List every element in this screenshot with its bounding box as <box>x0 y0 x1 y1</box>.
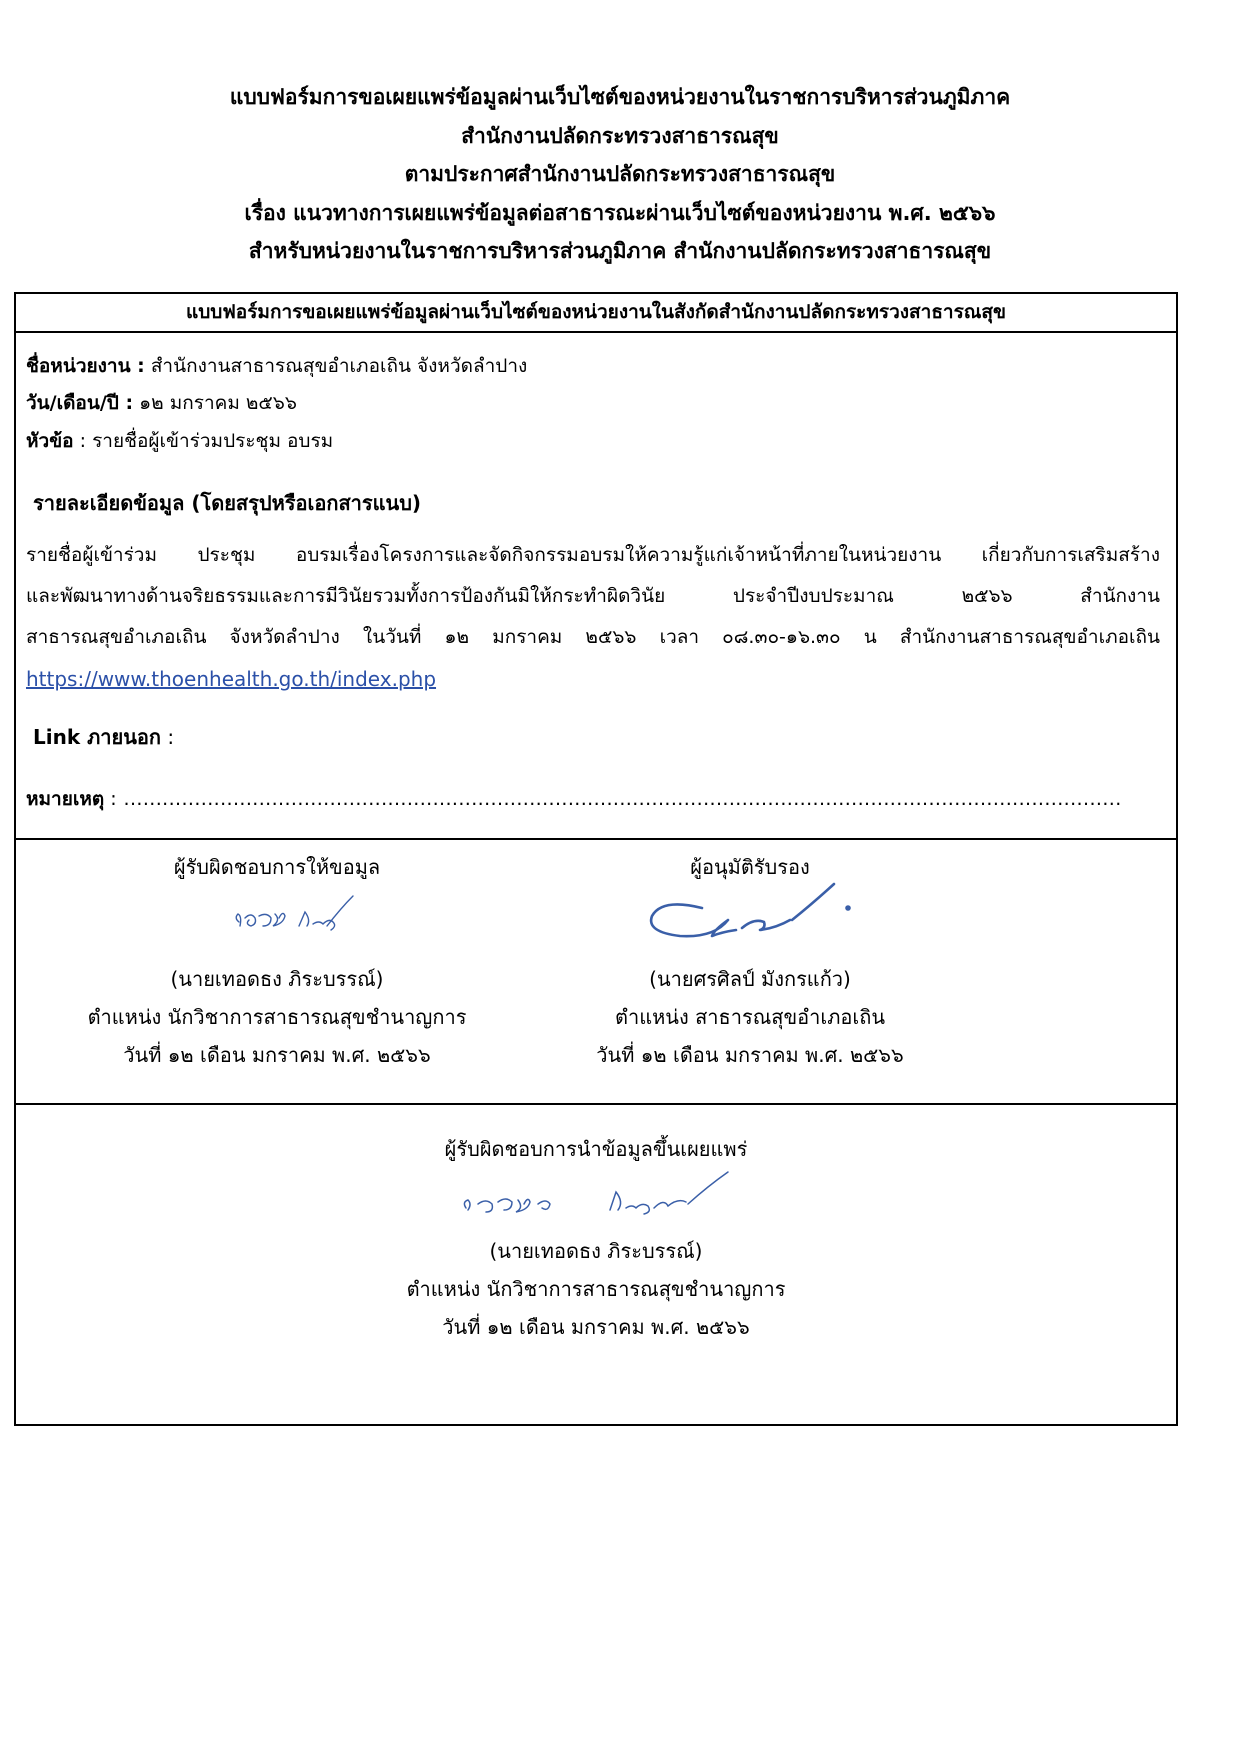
provider-date: วันที่ ๑๒ เดือน มกราคม พ.ศ. ๒๕๖๖ <box>123 1043 431 1067</box>
date-label: วัน/เดือน/ปี : <box>26 392 134 414</box>
agency-field <box>26 352 527 380</box>
divider-2 <box>16 1103 1176 1105</box>
publisher-position: ตำแหน่ง นักวิชาการสาธารณสุขชำนาญการ <box>406 1277 786 1301</box>
approver-role: ผู้อนุมัติรับรอง <box>690 855 810 879</box>
external-link-field <box>33 723 174 751</box>
approver-name: (นายศรศิลป์ มังกรแก้ว) <box>649 967 851 991</box>
topic-field <box>26 427 333 455</box>
header-line-1: แบบฟอร์มการขอเผยแพร่ข้อมูลผ่านเว็บไซต์ของหน่วยงานในราชการบริหารส่วนภูมิภาค <box>229 85 1011 109</box>
agency-value: สำนักงานสาธารณสุขอำเภอเถิน จังหวัดลำปาง <box>150 355 528 377</box>
details-heading: รายละเอียดข้อมูล (โดยสรุปหรือเอกสารแนบ) <box>33 491 422 515</box>
external-link-sep: : <box>167 725 175 749</box>
details-line-3: สาธารณสุขอำเภอเถิน จังหวัดลำปาง ในวันที่ ๑๒ มกราคม ๒๕๖๖ เวลา ๐๘.๓๐-๑๖.๓๐ น สำนักงานสาธารณสุขอำเภอเถิน <box>26 626 1160 648</box>
provider-position: ตำแหน่ง นักวิชาการสาธารณสุขชำนาญการ <box>87 1005 467 1029</box>
date-value: ๑๒ มกราคม ๒๕๖๖ <box>139 392 297 414</box>
form-title: แบบฟอร์มการขอเผยแพร่ข้อมูลผ่านเว็บไซต์ของหน่วยงานในสังกัดสำนักงานปลัดกระทรวงสาธารณสุข <box>16 294 1176 333</box>
topic-label: หัวข้อ <box>26 430 74 452</box>
divider-1 <box>16 838 1176 840</box>
date-field <box>26 389 297 417</box>
publisher-signature-image <box>426 1164 766 1232</box>
header-line-5: สำหรับหน่วยงานในราชการบริหารส่วนภูมิภาค สำนักงานปลัดกระทรวงสาธารณสุข <box>248 239 992 263</box>
publisher-role: ผู้รับผิดชอบการนำข้อมูลขึ้นเผยแพร่ <box>444 1137 748 1161</box>
publisher-date: วันที่ ๑๒ เดือน มกราคม พ.ศ. ๒๕๖๖ <box>442 1315 750 1339</box>
approver-date: วันที่ ๑๒ เดือน มกราคม พ.ศ. ๒๕๖๖ <box>596 1043 904 1067</box>
agency-label: ชื่อหน่วยงาน : <box>26 355 145 377</box>
header-line-2: สำนักงานปลัดกระทรวงสาธารณสุข <box>461 123 779 148</box>
topic-value: : รายชื่อผู้เข้าร่วมประชุม อบรม <box>79 430 334 452</box>
form-box <box>14 292 1178 1426</box>
approver-signature-block <box>516 852 984 1074</box>
document-header <box>0 78 1240 271</box>
publisher-name: (นายเทอดธง ภิระบรรณ์) <box>489 1239 703 1263</box>
external-link-label: Link ภายนอก <box>33 725 162 749</box>
provider-role: ผู้รับผิดชอบการให้ขอมูล <box>173 855 381 879</box>
provider-name: (นายเทอดธง ภิระบรรณ์) <box>170 967 384 991</box>
approver-position: ตำแหน่ง สาธารณสุขอำเภอเถิน <box>614 1005 886 1029</box>
header-line-4: เรื่อง แนวทางการเผยแพร่ข้อมูลต่อสาธารณะผ่านเว็บไซต์ของหน่วยงาน พ.ศ. ๒๕๖๖ <box>244 200 996 225</box>
note-label: หมายเหตุ <box>26 788 105 810</box>
header-line-3: ตามประกาศสำนักงานปลัดกระทรวงสาธารณสุข <box>404 162 836 186</box>
provider-signature-block <box>38 852 516 1074</box>
approver-signature-image <box>630 882 870 960</box>
details-link[interactable]: https://www.thoenhealth.go.th/index.php <box>26 667 437 691</box>
details-line-1: รายชื่อผู้เข้าร่วม ประชุม อบรมเรื่องโครงการและจัดกิจกรรมอบรมให้ความรู้แก่เจ้าหน้าที่ภายในหน่วยงาน เกี่ยวกับการเสริมสร้าง <box>26 544 1160 566</box>
provider-signature-image <box>177 882 377 960</box>
note-value: : ........................................................................................................................................................... <box>110 788 1122 810</box>
publisher-signature-block <box>16 1134 1176 1346</box>
note-field <box>26 785 1122 813</box>
details-line-2: และพัฒนาทางด้านจริยธรรมและการมีวินัยรวมทั้งการป้องกันมิให้กระทำผิดวินัย ประจำปีงบประมาณ ๒๕๖๖ สำนักงาน <box>26 585 1160 607</box>
